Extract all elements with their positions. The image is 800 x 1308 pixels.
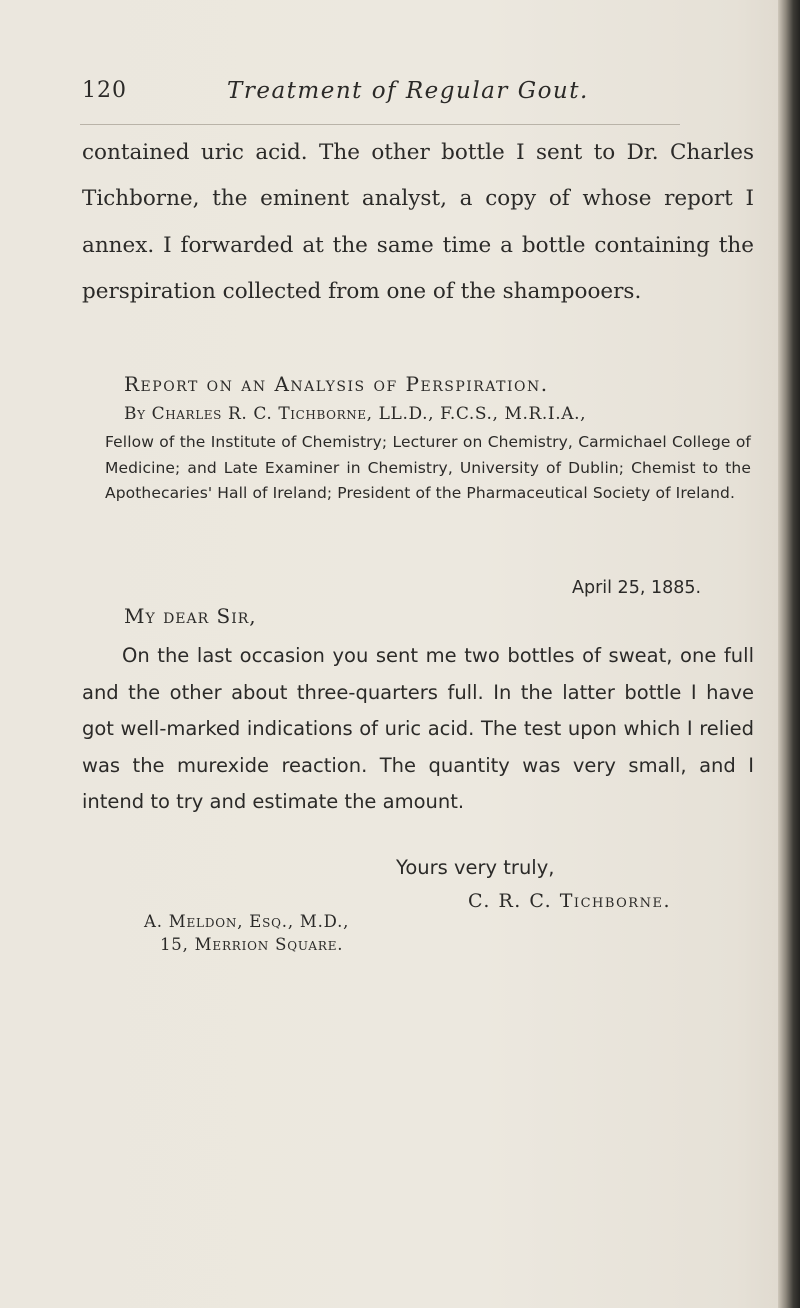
page-number: 120 [82,78,127,103]
running-head [82,78,762,112]
intro-paragraph: contained uric acid. The other bottle I sent to Dr. Charles Tichborne, the eminent analyst, a copy of whose report I annex. I forwarded at the same time a bottle containing the perspiration collected from one of the shampooers. [82,140,754,304]
report-byline: By Charles R. C. Tichborne, LL.D., F.C.S., M.R.I.A., [124,404,587,424]
letter-signature: C. R. C. Tichborne. [468,890,671,912]
author-credentials: Fellow of the Institute of Chemistry; Lecturer on Chemistry, Carmichael College of Medicine; and Late Examiner in Chemistry, University of Dublin; Chemist to the Apothecaries' Hall of Ireland; President of the Pharmaceutical Society of Ireland. [105,433,751,502]
report-title: Report on an Analysis of Perspiration. [124,372,549,396]
letter-date: April 25, 1885. [572,578,702,598]
letter-salutation: My dear Sir, [124,604,257,628]
letter-closing: Yours very truly, [396,856,555,879]
header-rule [80,124,680,125]
letter-address: 15, Merrion Square. [160,935,344,954]
running-title: Treatment of Regular Gout. [227,78,589,104]
letter-addressee: A. Meldon, Esq., M.D., [144,912,350,931]
page-edge-shadow [778,0,800,1308]
letter-body: On the last occasion you sent me two bottles of sweat, one full and the other about three-quarters full. In the latter bottle I have got well-marked indications of uric acid. The test upon which I relied was the murexide reaction. The quantity was very small, and I intend to try and estimate the amount. [82,644,754,813]
